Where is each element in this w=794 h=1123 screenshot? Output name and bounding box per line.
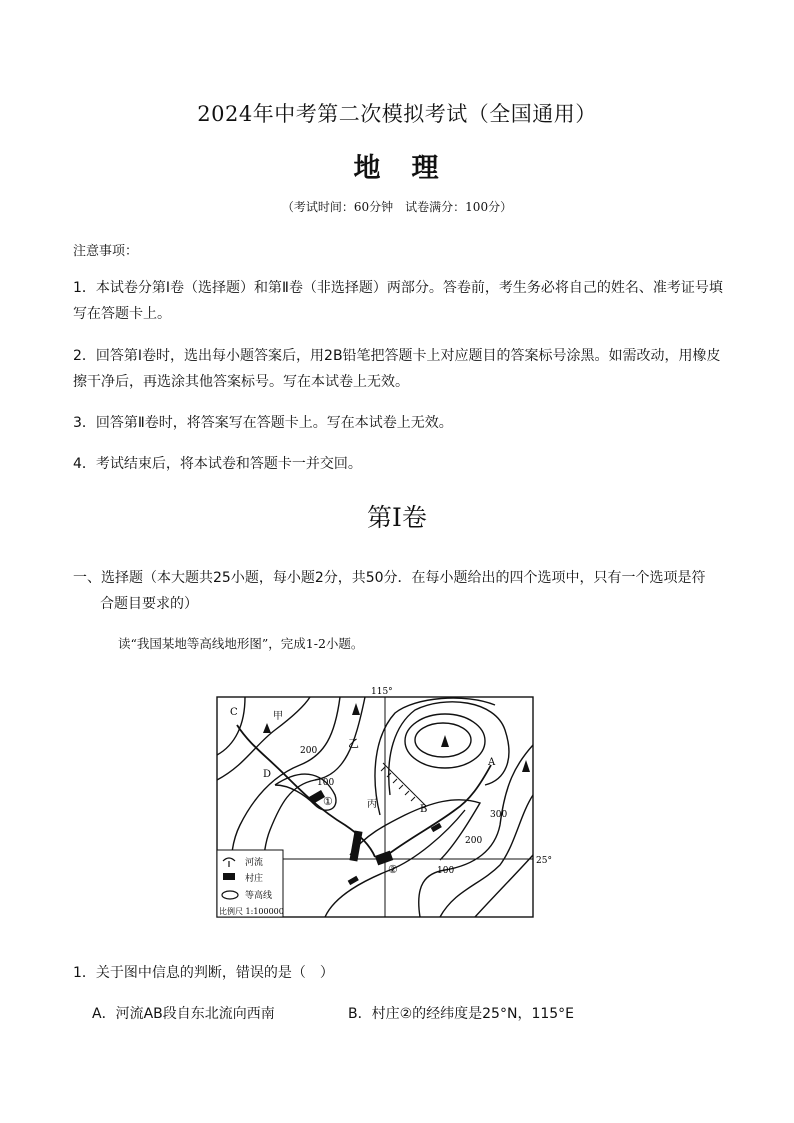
label-d: D <box>263 769 272 780</box>
notice-item: 4．考试结束后，将本试卷和答题卡一并交回。 <box>73 456 362 472</box>
read-instruction: 读“我国某地等高线地形图”，完成1-2小题。 <box>118 636 364 651</box>
question-1-option-a: A．河流AB段自东北流向西南 <box>92 1006 275 1022</box>
legend-contour: 等高线 <box>245 891 273 901</box>
contour-label: 200 <box>465 836 483 846</box>
notice-heading: 注意事项： <box>73 244 139 259</box>
subject-title: 地 理 <box>353 153 441 184</box>
volume-title: 第Ⅰ卷 <box>367 503 427 532</box>
section-title-line1: 一、选择题（本大题共25小题，每小题2分，共50分．在每小题给出的四个选项中，只有一个选项是符 <box>73 570 706 586</box>
contour-label: 100 <box>437 866 455 876</box>
contour-label: 200 <box>300 746 318 756</box>
label-village2: ② <box>388 863 398 876</box>
question-1-stem: 1．关于图中信息的判断，错误的是（ ） <box>73 965 334 981</box>
legend-village: 村庄 <box>245 874 264 884</box>
notice-item: 2．回答第Ⅰ卷时，选出每小题答案后，用2B铅笔把答题卡上对应题目的答案标号涂黑。如需改动，用橡皮擦干净后，再选涂其他答案标号。写在本试卷上无效。 <box>73 348 721 390</box>
notice-item: 3．回答第Ⅱ卷时，将答案写在答题卡上。写在本试卷上无效。 <box>73 415 453 431</box>
section-title-line2: 合题目要求的） <box>100 596 198 612</box>
legend-river: 河流 <box>245 858 264 868</box>
label-c: C <box>230 707 238 718</box>
contour-label: 100 <box>317 778 335 788</box>
label-a: A <box>488 757 496 768</box>
contour-map <box>215 685 555 930</box>
section-title <box>73 565 725 617</box>
latitude-label: 25° <box>536 856 552 866</box>
label-bing: 丙 <box>367 799 377 810</box>
exam-info: （考试时间：60分钟 试卷满分：100分） <box>281 200 513 214</box>
notice-item: 1．本试卷分第Ⅰ卷（选择题）和第Ⅱ卷（非选择题）两部分。答卷前，考生务必将自己的姓名、准考证号填写在答题卡上。 <box>73 280 723 322</box>
label-village1: ① <box>323 795 333 808</box>
label-jia: 甲 <box>273 711 283 722</box>
legend-scale: 比例尺 1:100000 <box>219 907 284 916</box>
exam-title: 2024年中考第二次模拟考试（全国通用） <box>197 102 597 126</box>
label-yi: 乙 <box>348 737 359 750</box>
label-b: B <box>420 804 428 815</box>
question-1-option-b: B．村庄②的经纬度是25°N，115°E <box>348 1006 575 1022</box>
longitude-label: 115° <box>371 687 393 697</box>
contour-map-figure <box>215 685 555 930</box>
contour-label: 300 <box>490 810 508 820</box>
